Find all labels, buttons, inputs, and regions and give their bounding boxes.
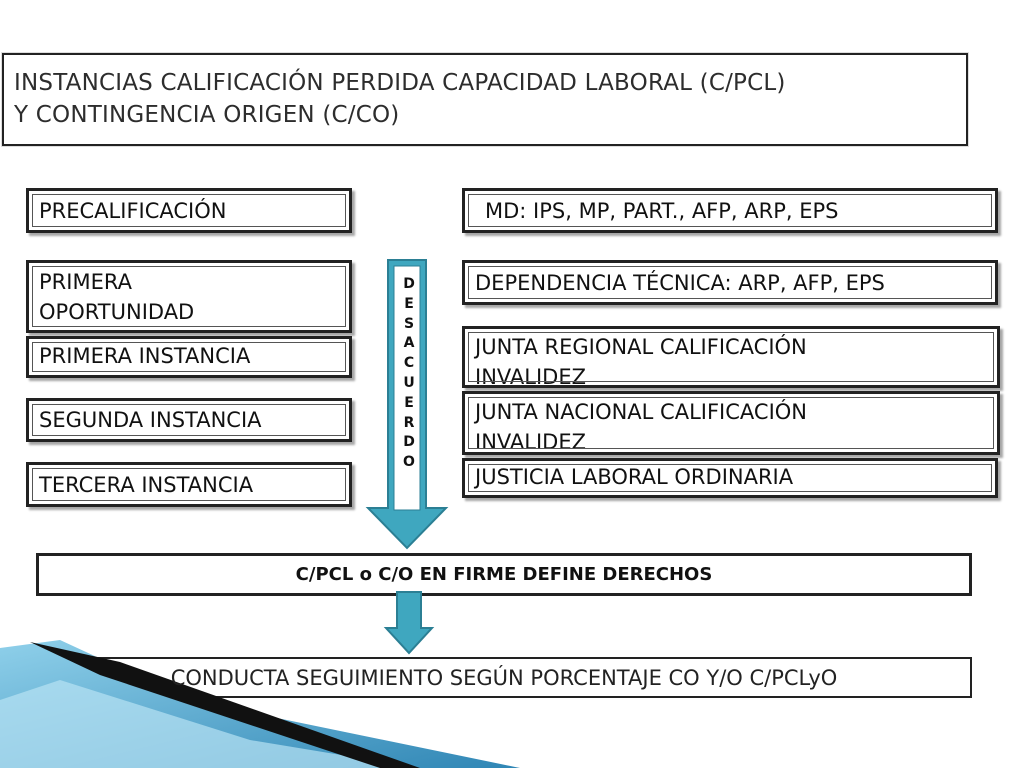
arrow-letter: R	[403, 414, 415, 431]
arrow-letter: D	[403, 434, 415, 451]
arrow-letter: C	[403, 355, 415, 372]
arrow-letter: E	[404, 394, 414, 411]
arrow-letter: U	[403, 374, 415, 391]
precalificacion-label: PRECALIFICACIÓN	[39, 199, 227, 223]
dependencia-label: DEPENDENCIA TÉCNICA: ARP, AFP, EPS	[475, 271, 885, 295]
desacuerdo-label	[393, 275, 425, 473]
segunda-instancia-label: SEGUNDA INSTANCIA	[39, 408, 262, 432]
primera-oportunidad-line-2: OPORTUNIDAD	[39, 300, 195, 324]
primera-oportunidad-line-1: PRIMERA	[39, 270, 132, 294]
conducta-box	[36, 657, 972, 698]
title-line-2: Y CONTINGENCIA ORIGEN (C/CO)	[14, 102, 400, 128]
junta-nacional-line-2: INVALIDEZ	[475, 430, 587, 454]
justicia-label: JUSTICIA LABORAL ORDINARIA	[475, 465, 794, 489]
title-line-1: INSTANCIAS CALIFICACIÓN PERDIDA CAPACIDAD LABORAL (C/PCL)	[14, 70, 786, 96]
primera-instancia-label: PRIMERA INSTANCIA	[39, 344, 251, 368]
firme-label: C/PCL o C/O EN FIRME DEFINE DERECHOS	[295, 564, 713, 585]
conducta-label: CONDUCTA SEGUIMIENTO SEGÚN PORCENTAJE CO Y/O C/PCLyO	[170, 665, 838, 690]
arrow-letter: D	[403, 276, 415, 292]
arrow-letter: S	[403, 315, 415, 332]
arrow-letter: E	[404, 295, 414, 312]
md-label: MD: IPS, MP, PART., AFP, ARP, EPS	[485, 199, 839, 223]
junta-nacional-line-1: JUNTA NACIONAL CALIFICACIÓN	[475, 400, 808, 424]
junta-regional-line-2: INVALIDEZ	[475, 365, 587, 389]
arrow-letter: O	[403, 454, 415, 471]
arrow-letter: A	[403, 335, 415, 352]
tercera-instancia-label: TERCERA INSTANCIA	[39, 473, 254, 497]
junta-regional-line-1: JUNTA REGIONAL CALIFICACIÓN	[475, 335, 807, 359]
